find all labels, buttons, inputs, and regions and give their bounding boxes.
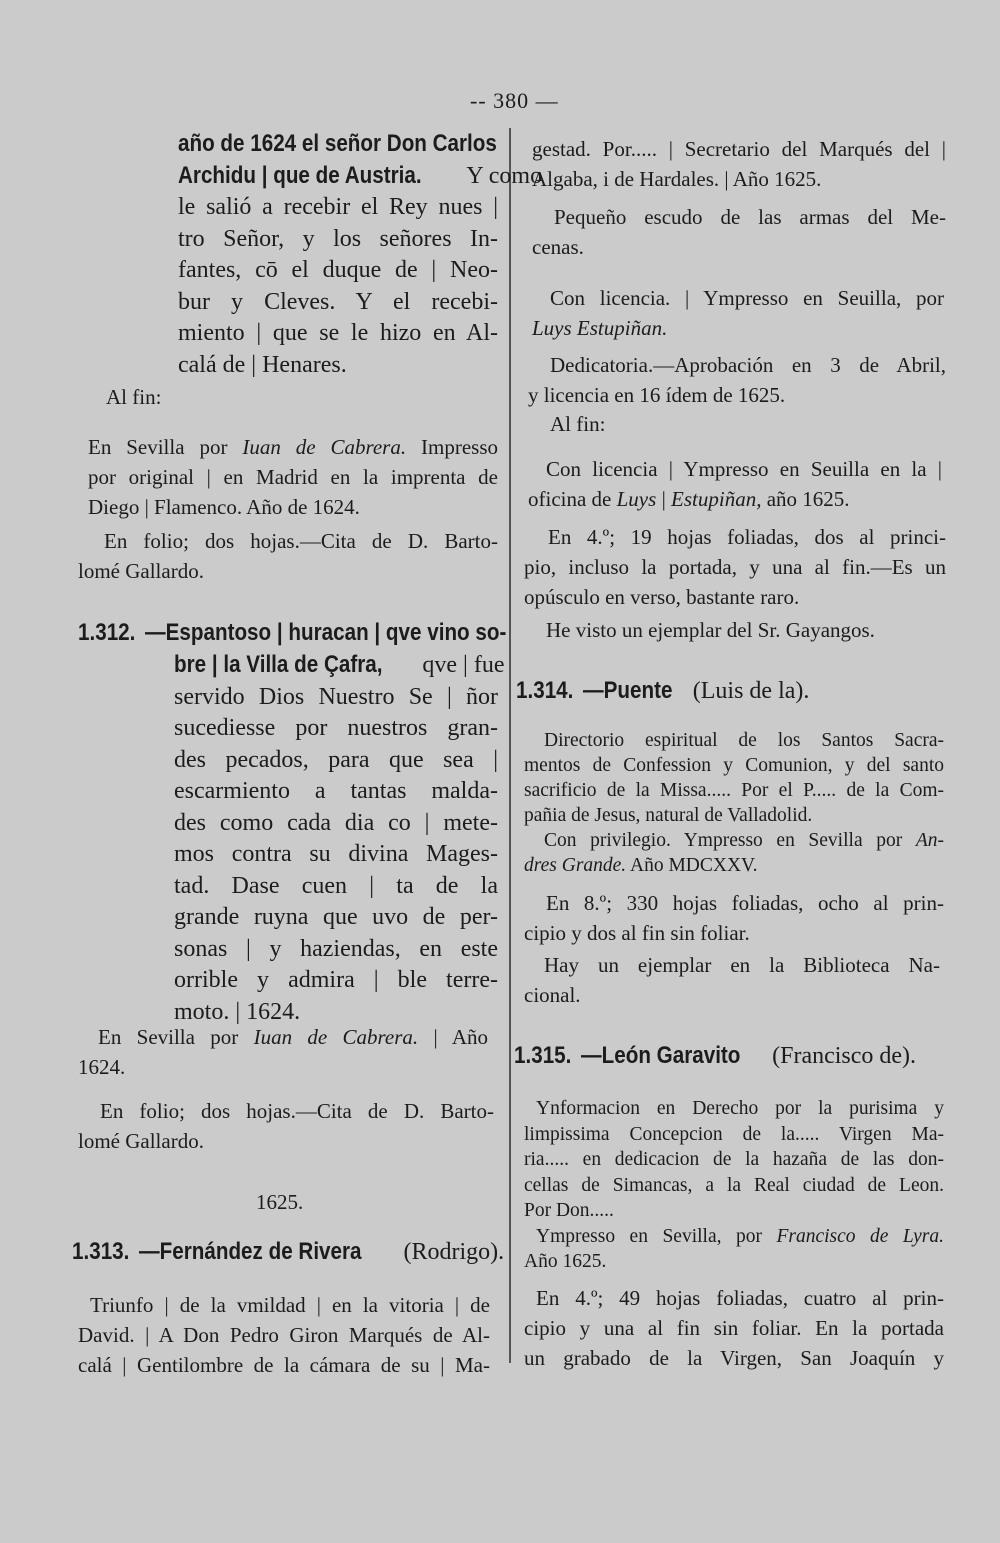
- entry-line: orrible y admira | ble terre-: [174, 967, 498, 993]
- printer-name: An-: [915, 830, 944, 851]
- note-line: Hay un ejemplar en la Biblioteca Na-: [544, 953, 940, 977]
- privilegio-text: Año MDCXXV.: [630, 855, 758, 876]
- entry-line: sucediesse por nuestros gran-: [174, 715, 498, 741]
- entry-number: 1.314.: [516, 677, 574, 704]
- entry-title-normal: (Rodrigo).: [403, 1239, 505, 1265]
- description-1311: [78, 526, 498, 586]
- description-line: lomé Gallardo.: [78, 559, 204, 583]
- imprint-1311: [88, 432, 498, 522]
- dedicatoria: [528, 350, 946, 410]
- description-line: lomé Gallardo.: [78, 1129, 204, 1153]
- privilegio-text: Con privilegio. Ympresso en Sevilla por: [544, 830, 903, 851]
- note-line: cenas.: [532, 235, 584, 259]
- imprint-text: En Sevilla por: [88, 435, 228, 459]
- entry-line: pañia de Jesus, natural de Valladolid.: [524, 805, 813, 826]
- title-line: calá de | Henares.: [178, 351, 347, 378]
- entry-number: 1.315.: [514, 1042, 572, 1069]
- imprint-1312: [78, 1022, 488, 1082]
- licencia-1313: [532, 283, 944, 343]
- entry-title-bold: —Fernández de Rivera: [138, 1238, 362, 1265]
- title-line: Archidu | que de Austria.: [178, 161, 422, 189]
- title-line: bur y Cleves. Y el recebi-: [178, 288, 498, 315]
- entry-line: des pecados, para que sea |: [174, 746, 498, 773]
- entry-line: mos contra su divina Mages-: [174, 841, 498, 867]
- entry-line: escarmiento a tantas malda-: [174, 778, 498, 804]
- licencia-1313-2: Con licencia | Ympresso en Seuilla en la | oficina de Luys | Estupiñan, año 1625.: [546, 454, 942, 514]
- entry-line: sacrificio de la Missa..... Por el P..... de la Com-: [524, 780, 944, 801]
- description-line: cipio y una al fin sin foliar. En la portada: [524, 1316, 944, 1340]
- printer-name: dres Grande.: [524, 855, 627, 876]
- entry-number: 1.312.: [78, 619, 136, 646]
- entry-line: sonas | y haziendas, en este: [174, 935, 498, 962]
- entry-line: Triunfo | de la vmildad | en la vitoria | de: [90, 1293, 490, 1317]
- description-1312: [78, 1096, 494, 1156]
- entry-line: limpissima Concepcion de la..... Virgen Ma-: [524, 1123, 944, 1145]
- entry-line: des como cada dia co | mete-: [174, 809, 498, 836]
- description-line: pio, incluso la portada, y una al fin.—Es un: [524, 555, 946, 579]
- description-line: En folio; dos hojas.—Cita de D. Barto-: [104, 529, 498, 553]
- entry-1313-heading: [72, 1236, 505, 1269]
- title-line-tail: Y como: [466, 162, 543, 189]
- entry-line: ria..... en dedicacion de la hazaña de las don-: [524, 1149, 944, 1170]
- description-1314: [524, 888, 944, 948]
- printer-name: Francisco de Lyra.: [776, 1225, 945, 1247]
- imprint-text: Ympresso en Sevilla, por: [536, 1225, 762, 1247]
- title-line: le salió a recebir el Rey nues |: [178, 194, 498, 220]
- entry-line: tad. Dase cuen | ta de la: [174, 872, 498, 899]
- entry-1314-body: [524, 728, 944, 878]
- description-line: En folio; dos hojas.—Cita de D. Barto-: [100, 1099, 494, 1123]
- description-line: opúsculo en verso, bastante raro.: [524, 585, 800, 609]
- year-heading: 1625.: [256, 1190, 304, 1214]
- entry-line: David. | A Don Pedro Giron Marqués de Al-: [78, 1323, 490, 1347]
- imprint-text: 1624.: [78, 1055, 126, 1079]
- entry-1315-heading: [514, 1040, 934, 1073]
- page-number: -- 380 —: [470, 88, 559, 113]
- entry-line: Algaba, i de Hardales. | Año 1625.: [532, 167, 822, 191]
- title-line: tro Señor, y los señores In-: [178, 225, 498, 252]
- copy-note: He visto un ejemplar del Sr. Gayangos.: [546, 618, 875, 642]
- entry-title-bold: bre | la Villa de Çafra,: [174, 651, 383, 678]
- title-line: año de 1624 el señor Don Carlos: [178, 130, 497, 157]
- entry-line: calá | Gentilombre de la cámara de su | Ma-: [78, 1353, 490, 1377]
- entry-line: grande ruyna que uvo de per-: [174, 904, 498, 930]
- licencia-text: oficina de: [528, 487, 612, 511]
- imprint-text: Año 1625.: [524, 1251, 607, 1272]
- dedicatoria-line: Dedicatoria.—Aprobación en 3 de Abril,: [550, 353, 946, 377]
- title-line: fantes, cō el duque de | Neo-: [178, 257, 498, 283]
- description-line: En 4.º; 19 hojas foliadas, dos al princi-: [548, 525, 946, 549]
- entry-title-normal: (Francisco de).: [772, 1043, 917, 1069]
- entry-title-normal: (Luis de la).: [692, 678, 810, 704]
- entry-1311-title: [178, 128, 543, 381]
- imprint-text: Diego | Flamenco. Año de 1624.: [88, 495, 360, 519]
- printer-name: Luys: [616, 487, 657, 511]
- entry-line: Por Don.....: [524, 1200, 614, 1221]
- entry-line: gestad. Por..... | Secretario del Marqués del |: [532, 137, 946, 161]
- title-line: miento | que se le hizo en Al-: [178, 320, 498, 346]
- licencia-text: año 1625.: [766, 487, 850, 511]
- al-fin-label: Al fin:: [106, 385, 162, 409]
- library-note: [524, 950, 940, 1010]
- imprint-text: | Año: [433, 1025, 488, 1049]
- dedicatoria-line: y licencia en 16 ídem de 1625.: [528, 383, 786, 407]
- note-line: Pequeño escudo de las armas del Me-: [554, 205, 946, 229]
- printer-name: Luys Estupiñan.: [532, 316, 668, 340]
- licencia-line: Con licencia | Ympresso en Seuilla en la |: [546, 457, 942, 481]
- column-rule: [509, 128, 511, 1363]
- printer-name: Iuan de Cabrera.: [242, 435, 407, 459]
- entry-line: cellas de Simancas, a la Real ciudad de Leon.: [524, 1174, 944, 1196]
- entry-1313-body: [78, 1290, 490, 1380]
- entry-line: Directorio espiritual de los Santos Sacra-: [544, 730, 944, 751]
- entry-title-bold: —Espantoso | huracan | qve vino so-: [144, 619, 507, 646]
- description-line: un grabado de la Virgen, San Joaquín y: [524, 1346, 944, 1370]
- description-1313: [524, 522, 946, 612]
- printer-name: Estupiñan,: [671, 487, 762, 511]
- printer-name: Iuan de Cabrera.: [253, 1025, 419, 1049]
- imprint-text: En Sevilla por: [98, 1025, 239, 1049]
- note-line: cional.: [524, 983, 581, 1007]
- description-line: cipio y dos al fin sin foliar.: [524, 921, 750, 945]
- description-1315: [524, 1283, 944, 1373]
- entry-line: moto. | 1624.: [174, 998, 301, 1025]
- entry-line: mentos de Confession y Comunion, y del santo: [524, 755, 944, 776]
- description-line: En 4.º; 49 hojas foliadas, cuatro al prin-: [536, 1286, 944, 1310]
- entry-1315-body: [524, 1096, 945, 1275]
- entry-1314-heading: [516, 675, 936, 708]
- entry-1313-continuation: [532, 134, 946, 194]
- entry-1312: [78, 617, 507, 650]
- licencia-line: Con licencia. | Ympresso en Seuilla, por: [550, 286, 944, 310]
- entry-title-bold: —Puente: [582, 677, 673, 704]
- imprint-text: Impresso: [421, 435, 498, 459]
- imprint-text: por original | en Madrid en la imprenta de: [88, 465, 498, 489]
- entry-line: Ynformacion en Derecho por la purisima y: [536, 1098, 944, 1119]
- al-fin-label: Al fin:: [550, 412, 606, 436]
- entry-1312-body: [174, 649, 505, 1028]
- entry-number: 1.313.: [72, 1238, 130, 1265]
- description-line: En 8.º; 330 hojas foliadas, ocho al prin-: [546, 891, 944, 915]
- entry-line: servido Dios Nuestro Se | ñor: [174, 683, 498, 710]
- entry-title-normal: qve | fue: [416, 652, 505, 678]
- entry-title-bold: —León Garavito: [580, 1042, 741, 1069]
- shield-note: [532, 202, 946, 262]
